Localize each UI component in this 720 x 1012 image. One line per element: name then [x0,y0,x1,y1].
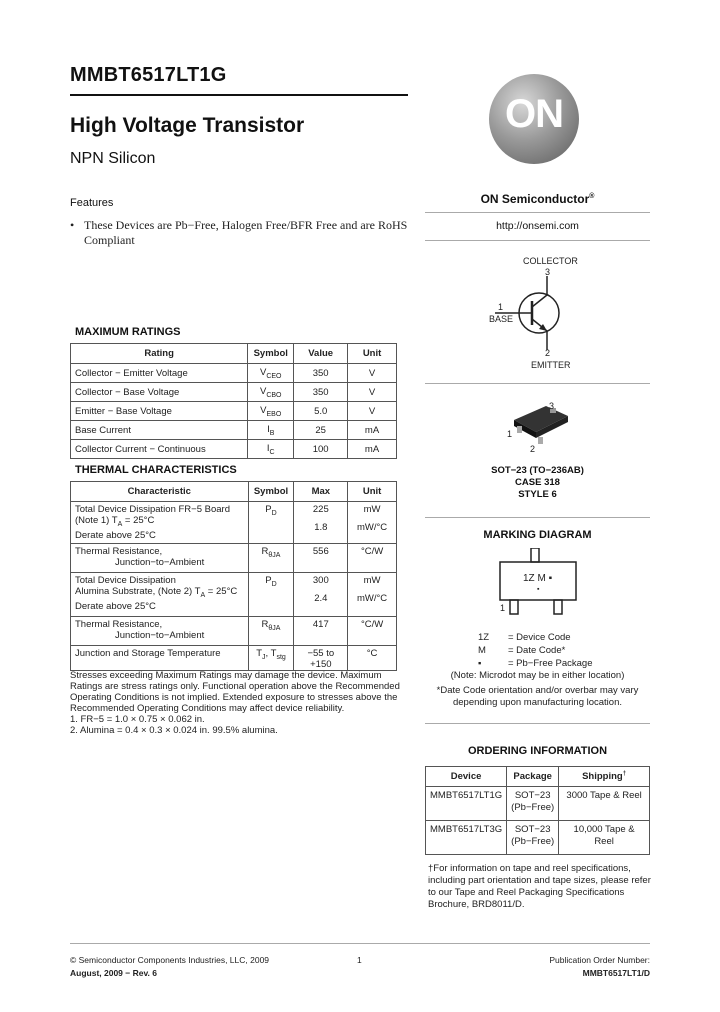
pkg-pin-1: 1 [507,429,513,439]
table-row [71,646,397,671]
device-shipping: 10,000 Tape & Reel [559,821,650,855]
thermal-symbol: $R_{\theta JA}$ [248,617,294,646]
col-header: Max [294,482,348,502]
table-row [71,364,397,383]
thermal-max: 225 1.8 [294,502,348,544]
revision-date: August, 2009 − Rev. 6 [70,968,158,978]
pkg-pin-2: 2 [530,444,536,454]
marking-legend [478,631,593,670]
table-header-row [71,344,397,364]
divider [425,212,650,213]
device-package: SOT−23 (Pb−Free) [507,787,559,821]
legend-item: M = Date Code* [478,645,566,656]
thermal-max: 300 2.4 [294,573,348,617]
thermal-symbol: $P_D$ [248,502,294,544]
characteristic: Junction and Storage Temperature [71,646,249,671]
table-header-row [426,767,650,787]
rating-symbol: $V_{CBO}$ [248,383,294,402]
emitter-label: EMITTER [531,360,571,370]
table-row [426,787,650,821]
rating-value: 25 [294,421,348,440]
marking-code: 1Z M ▪ [523,573,553,584]
col-header: Shipping† [559,767,650,787]
col-header: Characteristic [71,482,249,502]
rating-unit: V [348,383,397,402]
divider [425,723,650,724]
rating-name: Base Current [71,421,248,440]
thermal-unit: mW mW/°C [348,502,397,544]
device-shipping: 3000 Tape & Reel [559,787,650,821]
part-number: MMBT6517LT1G [70,64,227,86]
table-row [71,544,397,573]
device-package: SOT−23 (Pb−Free) [507,821,559,855]
table-row [71,440,397,459]
marking-notes: (Note: Microdot may be in either location) *Date Code orientation and/or overbar may vary depending upon manufacturing location. [436,670,639,708]
rating-symbol: $V_{EBO}$ [248,402,294,421]
rating-unit: V [348,364,397,383]
thermal-table [70,481,397,671]
col-header: Unit [348,482,397,502]
logo-text: ON [505,92,563,136]
col-header: Symbol [248,344,294,364]
table-row [71,573,397,617]
rating-value: 100 [294,440,348,459]
rating-unit: mA [348,421,397,440]
thermal-unit: °C/W [348,544,397,573]
package-info: SOT−23 (TO−236AB) CASE 318 STYLE 6 [491,465,584,500]
characteristic: Total Device Dissipation FR−5 Board (Note 1) $T_A = 25^\circ C$ Derate above 25°C [71,502,249,544]
base-label: BASE [489,314,514,324]
col-header: Rating [71,344,248,364]
rating-value: 350 [294,383,348,402]
pin-1-label: 1 [498,302,504,312]
sot23-package-icon [500,398,580,448]
document-subtitle: NPN Silicon [70,150,156,167]
characteristic: Total Device Dissipation Alumina Substrate, (Note 2) $T_A = 25^\circ C$ Derate above 25°C [71,573,249,617]
max-ratings-title: MAXIMUM RATINGS [75,326,181,338]
divider [425,517,650,518]
divider [425,240,650,241]
company-name: ON Semiconductor® [480,192,595,206]
thermal-unit: mW mW/°C [348,573,397,617]
col-header: Device [426,767,507,787]
thermal-unit: °C [348,646,397,671]
thermal-max: −55 to +150 [294,646,348,671]
table-row [426,821,650,855]
col-header: Package [507,767,559,787]
rating-name: Collector − Emitter Voltage [71,364,248,383]
npn-transistor-symbol-icon [495,276,575,350]
col-header: Symbol [248,482,294,502]
pin-3-label: 3 [545,267,551,277]
marking-title: MARKING DIAGRAM [483,529,592,541]
thermal-max: 556 [294,544,348,573]
note-1: 1. FR−5 = 1.0 × 0.75 × 0.062 in. [70,714,205,725]
device-name: MMBT6517LT1G [426,787,507,821]
characteristic: Thermal Resistance, Junction−to−Ambient [71,544,249,573]
thermal-unit: °C/W [348,617,397,646]
features-heading: Features [70,197,114,209]
divider [425,383,650,384]
marking-pin-1: 1 [500,603,506,613]
on-logo [489,74,579,164]
table-header-row [71,482,397,502]
rating-name: Emitter − Base Voltage [71,402,248,421]
rating-unit: V [348,402,397,421]
thermal-symbol: $P_D$ [248,573,294,617]
rating-unit: mA [348,440,397,459]
table-row [71,617,397,646]
col-header: Unit [348,344,397,364]
table-row [71,421,397,440]
ordering-title: ORDERING INFORMATION [467,745,608,757]
max-ratings-table [70,343,397,459]
features-bullet-text: These Devices are Pb−Free, Halogen Free/BFR Free and are RoHS Compliant [84,218,408,247]
collector-label: COLLECTOR [523,256,578,266]
note-2: 2. Alumina = 0.4 × 0.3 × 0.024 in. 99.5% alumina. [70,725,278,736]
ratings-notes [70,670,400,736]
rating-name: Collector − Base Voltage [71,383,248,402]
copyright: © Semiconductor Components Industries, LLC, 2009 [70,955,270,965]
header-divider [70,94,408,96]
footer-divider [70,943,650,944]
publication-number: MMBT6517LT1/D [582,968,650,978]
page-number: 1 [357,955,362,965]
rating-symbol: $V_{CEO}$ [248,364,294,383]
thermal-symbol: $T_J$, $T_{stg}$ [248,646,294,671]
stress-note: Stresses exceeding Maximum Ratings may damage the device. Maximum Ratings are stress ratings only. Functional operation above the Recommended Operating Conditions is not implied. Extended exposure to stresses above the Recommended Operating Conditions may affect device reliability. [70,670,400,714]
table-row [71,402,397,421]
rating-symbol: $I_B$ [248,421,294,440]
website-url[interactable]: http://onsemi.com [496,220,579,232]
table-row [71,502,397,544]
pin-2-label: 2 [545,348,551,358]
legend-item: 1Z = Device Code [478,632,571,643]
ordering-table [425,766,650,855]
ordering-footnote: †For information on tape and reel specifications, including part orientation and tape sizes, please refer to our Tape and Reel Packaging Specifications Brochure, BRD8011/D. [428,863,651,910]
bullet-icon: • [70,218,75,232]
characteristic: Thermal Resistance, Junction−to−Ambient [71,617,249,646]
col-header: Value [294,344,348,364]
thermal-max: 417 [294,617,348,646]
legend-item: ▪ = Pb−Free Package [478,658,593,669]
table-row [71,383,397,402]
publication-label: Publication Order Number: [549,955,650,965]
document-title: High Voltage Transistor [70,114,305,137]
pkg-pin-3: 3 [549,401,555,411]
rating-value: 5.0 [294,402,348,421]
rating-symbol: $I_C$ [248,440,294,459]
device-name: MMBT6517LT3G [426,821,507,855]
features-bullet [70,218,410,248]
thermal-title: THERMAL CHARACTERISTICS [75,464,237,476]
microdot-mark: ▪ [537,586,540,593]
thermal-symbol: $R_{\theta JA}$ [248,544,294,573]
rating-value: 350 [294,364,348,383]
rating-name: Collector Current − Continuous [71,440,248,459]
